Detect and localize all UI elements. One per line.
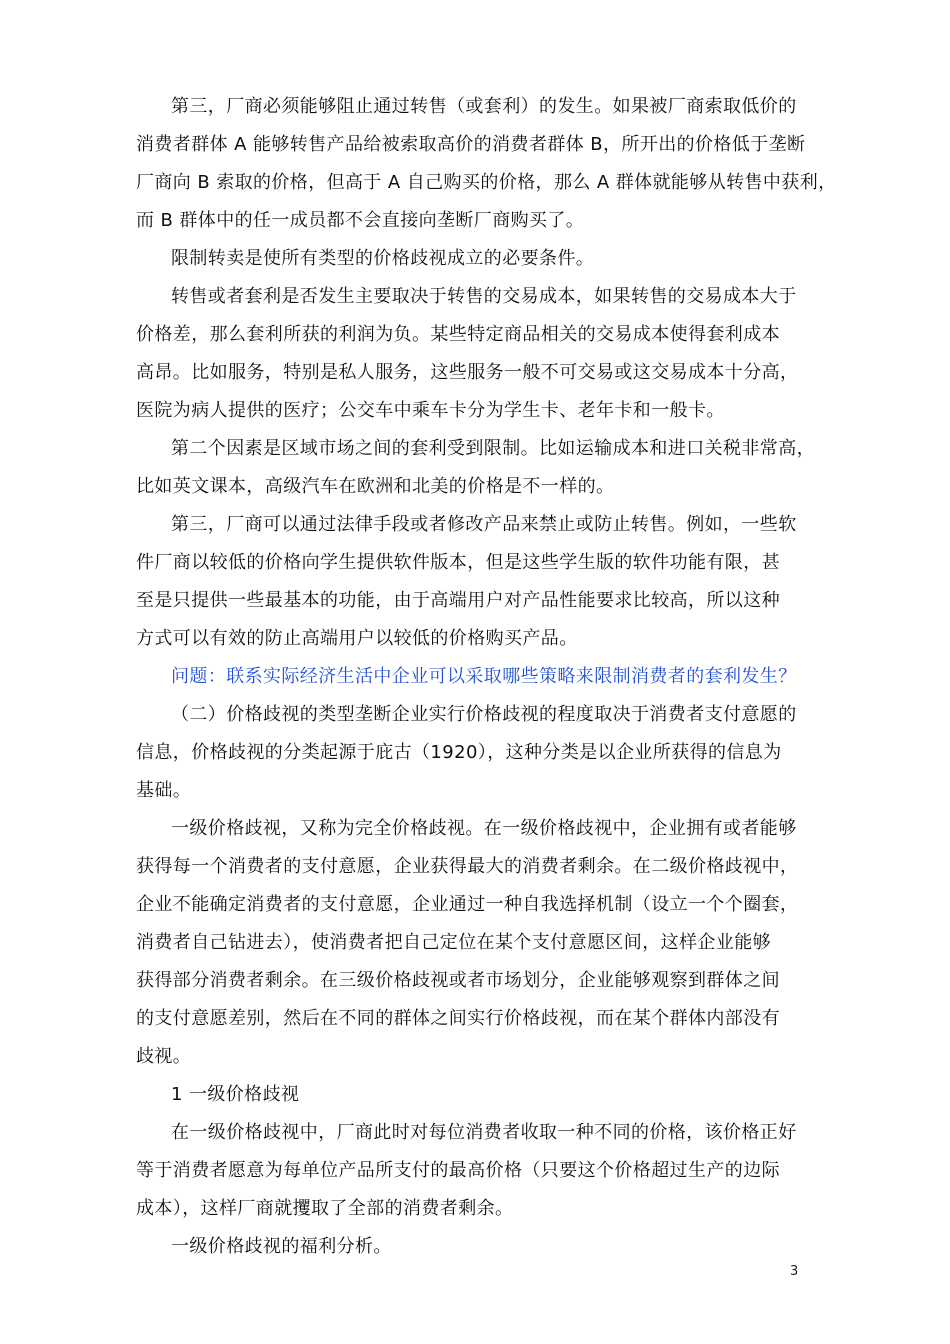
paragraph-line: 获得每一个消费者的支付意愿，企业获得最大的消费者剩余。在二级价格歧视中， <box>136 856 799 877</box>
paragraph-line: 消费者群体 A 能够转售产品给被索取高价的消费者群体 B，所开出的价格低于垄断 <box>136 134 806 155</box>
paragraph-line: 等于消费者愿意为每单位产品所支付的最高价格（只要这个价格超过生产的边际 <box>136 1160 780 1181</box>
question-line: 问题：联系实际经济生活中企业可以采取哪些策略来限制消费者的套利发生？ <box>171 666 797 687</box>
paragraph-line: 厂商向 B 索取的价格，但高于 A 自己购买的价格，那么 A 群体就能够从转售中获利， <box>136 172 837 193</box>
paragraph-line: 价格差，那么套利所获的利润为负。某些特定商品相关的交易成本使得套利成本 <box>136 324 780 345</box>
paragraph-line: 而 B 群体中的任一成员都不会直接向垄断厂商购买了。 <box>136 210 585 231</box>
paragraph-line: 歧视。 <box>136 1046 192 1067</box>
paragraph-line: 第三，厂商可以通过法律手段或者修改产品来禁止或防止转售。例如，一些软 <box>171 514 797 535</box>
paragraph-line: 一级价格歧视的福利分析。 <box>171 1236 392 1257</box>
paragraph-line: 医院为病人提供的医疗；公交车中乘车卡分为学生卡、老年卡和一般卡。 <box>136 400 725 421</box>
paragraph-line: 件厂商以较低的价格向学生提供软件版本，但是这些学生版的软件功能有限，甚 <box>136 552 780 573</box>
paragraph-line: 第二个因素是区域市场之间的套利受到限制。比如运输成本和进口关税非常高， <box>171 438 815 459</box>
paragraph-line: 的支付意愿差别，然后在不同的群体之间实行价格歧视，而在某个群体内部没有 <box>136 1008 780 1029</box>
paragraph-line: 获得部分消费者剩余。在三级价格歧视或者市场划分，企业能够观察到群体之间 <box>136 970 780 991</box>
section-heading: 1 一级价格歧视 <box>171 1084 300 1105</box>
paragraph-line: 成本），这样厂商就攫取了全部的消费者剩余。 <box>136 1198 514 1219</box>
paragraph-line: （二）价格歧视的类型垄断企业实行价格歧视的程度取决于消费者支付意愿的 <box>171 704 797 725</box>
paragraph-line: 消费者自己钻进去），使消费者把自己定位在某个支付意愿区间，这样企业能够 <box>136 932 771 953</box>
paragraph-line: 一级价格歧视，又称为完全价格歧视。在一级价格歧视中，企业拥有或者能够 <box>171 818 797 839</box>
paragraph-line: 比如英文课本，高级汽车在欧洲和北美的价格是不一样的。 <box>136 476 615 497</box>
paragraph-line: 企业不能确定消费者的支付意愿，企业通过一种自我选择机制（设立一个个圈套， <box>136 894 799 915</box>
paragraph-line: 限制转卖是使所有类型的价格歧视成立的必要条件。 <box>171 248 595 269</box>
paragraph-line: 在一级价格歧视中，厂商此时对每位消费者收取一种不同的价格，该价格正好 <box>171 1122 797 1143</box>
paragraph-line: 信息，价格歧视的分类起源于庇古（1920），这种分类是以企业所获得的信息为 <box>136 742 782 763</box>
paragraph-line: 基础。 <box>136 780 192 801</box>
paragraph-line: 高昂。比如服务，特别是私人服务，这些服务一般不可交易或这交易成本十分高， <box>136 362 799 383</box>
page-number: 3 <box>790 1264 799 1279</box>
paragraph-line: 第三，厂商必须能够阻止通过转售（或套利）的发生。如果被厂商索取低价的 <box>171 96 797 117</box>
paragraph-line: 至是只提供一些最基本的功能，由于高端用户对产品性能要求比较高，所以这种 <box>136 590 780 611</box>
paragraph-line: 方式可以有效的防止高端用户以较低的价格购买产品。 <box>136 628 578 649</box>
paragraph-line: 转售或者套利是否发生主要取决于转售的交易成本，如果转售的交易成本大于 <box>171 286 797 307</box>
